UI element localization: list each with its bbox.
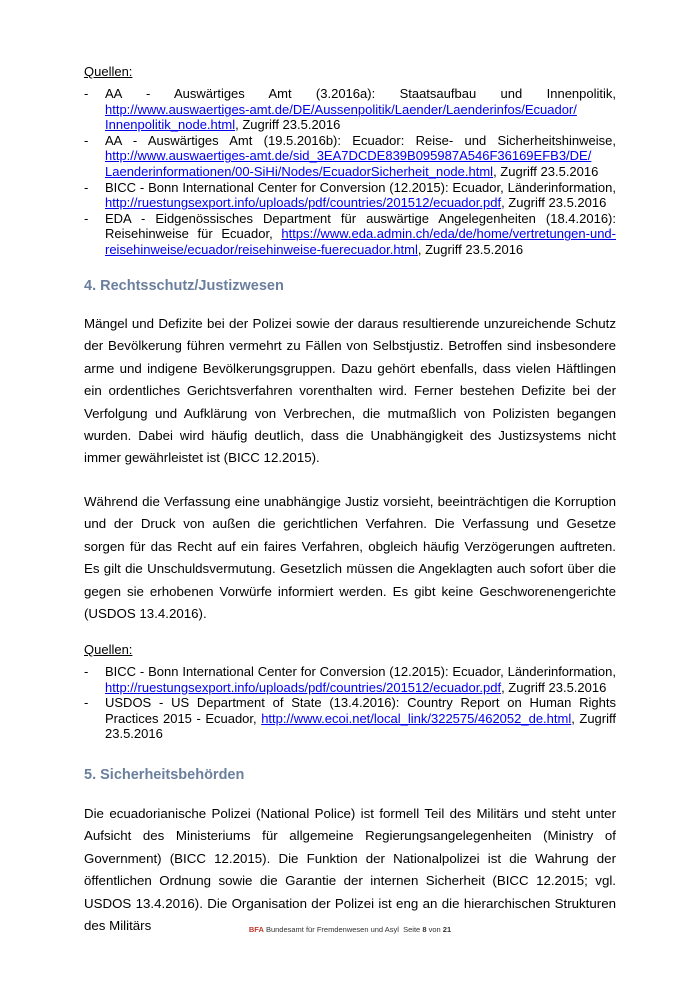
paragraph: Mängel und Defizite bei der Polizei sowie der daraus resultierende unzureichende Schutz der Bevölkerung führen vermehrt zu Fällen von Selbstjustiz. Betroffen sind insbesondere arme und indigene Bevölkerungsgruppen. Dazu gehört ebenfalls, dass vielen Häftlingen ein ordentliches Gerichtsverfahren vorenthalten wird. Ferner bestehen Defizite bei der Verfolgung und Aufklärung von Verbrechen, die mutmaßlich von Polizisten begangen wurden. Dabei wird häufig deutlich, dass die Unabhängigkeit des Justizsystems nicht immer gewährleistet ist (BICC 12.2015). xyxy=(84,316,616,466)
source-link[interactable]: http://www.auswaertiges-amt.de/sid_3EA7DCDE839B095987A546F36169EFB3/DE/ Laenderinformationen/00-SiHi/Nodes/EcuadorSicherheit_node.html xyxy=(105,148,592,179)
source-link[interactable]: http://www.ecoi.net/local_link/322575/462052_de.html xyxy=(261,710,572,726)
source-item: - AA - Auswärtiges Amt (3.2016a): Staatsaufbau und Innenpolitik, http://www.auswaertiges-amt.de/DE/Aussenpolitik/Laender/Laenderinfos/Ecuador/ Innenpolitik_node.html, Zugriff 23.5.2016 xyxy=(84,86,616,133)
page-total: 21 xyxy=(442,925,452,934)
sources-list xyxy=(84,664,616,742)
source-link[interactable]: http://ruestungsexport.info/uploads/pdf/countries/201512/ecuador.pdf xyxy=(105,679,502,695)
page-number: 8 xyxy=(422,925,427,934)
source-item: - USDOS - US Department of State (13.4.2016): Country Report on Human Rights Practices 2015 - Ecuador, http://www.ecoi.net/local_link/322575/462052_de.html, Zugriff 23.5.2016 xyxy=(84,695,616,742)
source-link[interactable]: https://www.eda.admin.ch/eda/de/home/vertretungen-und-reisehinweise/ecuador/reisehinweise-fuerecuador.html xyxy=(105,226,616,257)
sources-list xyxy=(84,86,616,258)
paragraph: Während die Verfassung eine unabhängige Justiz vorsieht, beeinträchtigen die Korruption und der Druck von außen die gerichtlichen Verfahren. Die Verfassung und Gesetze sorgen für das Recht auf ein faires Verfahren, obgleich häufig Verzögerungen auftreten. Es gilt die Unschuldsvermutung. Gesetzlich müssen die Angeklagten auch sofort über die gegen sie erhobenen Vorwürfe informiert werden. Es gibt keine Geschworenengerichte (USDOS 13.4.2016). xyxy=(84,494,616,622)
sources-label: Quellen: xyxy=(84,642,133,657)
source-item: - BICC - Bonn International Center for Conversion (12.2015): Ecuador, Länderinformation, http://ruestungsexport.info/uploads/pdf/countries/201512/ecuador.pdf, Zugriff 23.5.2016 xyxy=(84,179,616,211)
page-footer: BFA Bundesamt für Fremdenwesen und Asyl Seite 8 von 21 xyxy=(248,925,452,934)
paragraph: Die ecuadorianische Polizei (National Police) ist formell Teil des Militärs und steht unter Aufsicht des Ministeriums für allgemeine Regierungsangelegenheiten (Ministry of Government) (BICC 12.2015). Die Funktion der Nationalpolizei ist die Wahrung der öffentlichen Ordnung sowie die Garantie der internen Sicherheit (BICC 12.2015; vgl. USDOS 13.4.2016). Die Organisation der Polizei ist eng an die hierarchischen Strukturen des Militärs xyxy=(84,806,616,934)
source-item: - AA - Auswärtiges Amt (19.5.2016b): Ecuador: Reise- und Sicherheitshinweise, http://www.auswaertiges-amt.de/sid_3EA7DCDE839B095987A546F36169EFB3/DE/ Laenderinformationen/00-SiHi/Nodes/EcuadorSicherheit_node.html, Zugriff 23.5.2016 xyxy=(84,132,616,179)
sources-2 xyxy=(84,642,616,742)
source-item: - BICC - Bonn International Center for Conversion (12.2015): Ecuador, Länderinformation, http://ruestungsexport.info/uploads/pdf/countries/201512/ecuador.pdf, Zugriff 23.5.2016 xyxy=(84,664,616,695)
source-item: - EDA - Eidgenössisches Department für auswärtige Angelegenheiten (18.4.2016): Reisehinweise für Ecuador, https://www.eda.admin.ch/eda/de/home/vertretungen-und-reisehinweise/ecuador/reisehinweise-fuerecuador.html, Zugriff 23.5.2016 xyxy=(84,210,616,257)
sources-label: Quellen: xyxy=(84,64,133,79)
sources-1 xyxy=(84,64,616,258)
section-heading: 5. Sicherheitsbehörden xyxy=(84,767,245,783)
source-link[interactable]: http://ruestungsexport.info/uploads/pdf/countries/201512/ecuador.pdf xyxy=(105,195,502,211)
section-heading: 4. Rechtsschutz/Justizwesen xyxy=(84,278,284,294)
source-link[interactable]: http://www.auswaertiges-amt.de/DE/Aussenpolitik/Laender/Laenderinfos/Ecuador/ Innenpolitik_node.html xyxy=(105,101,577,133)
bfa-logo: BFA xyxy=(248,925,264,934)
